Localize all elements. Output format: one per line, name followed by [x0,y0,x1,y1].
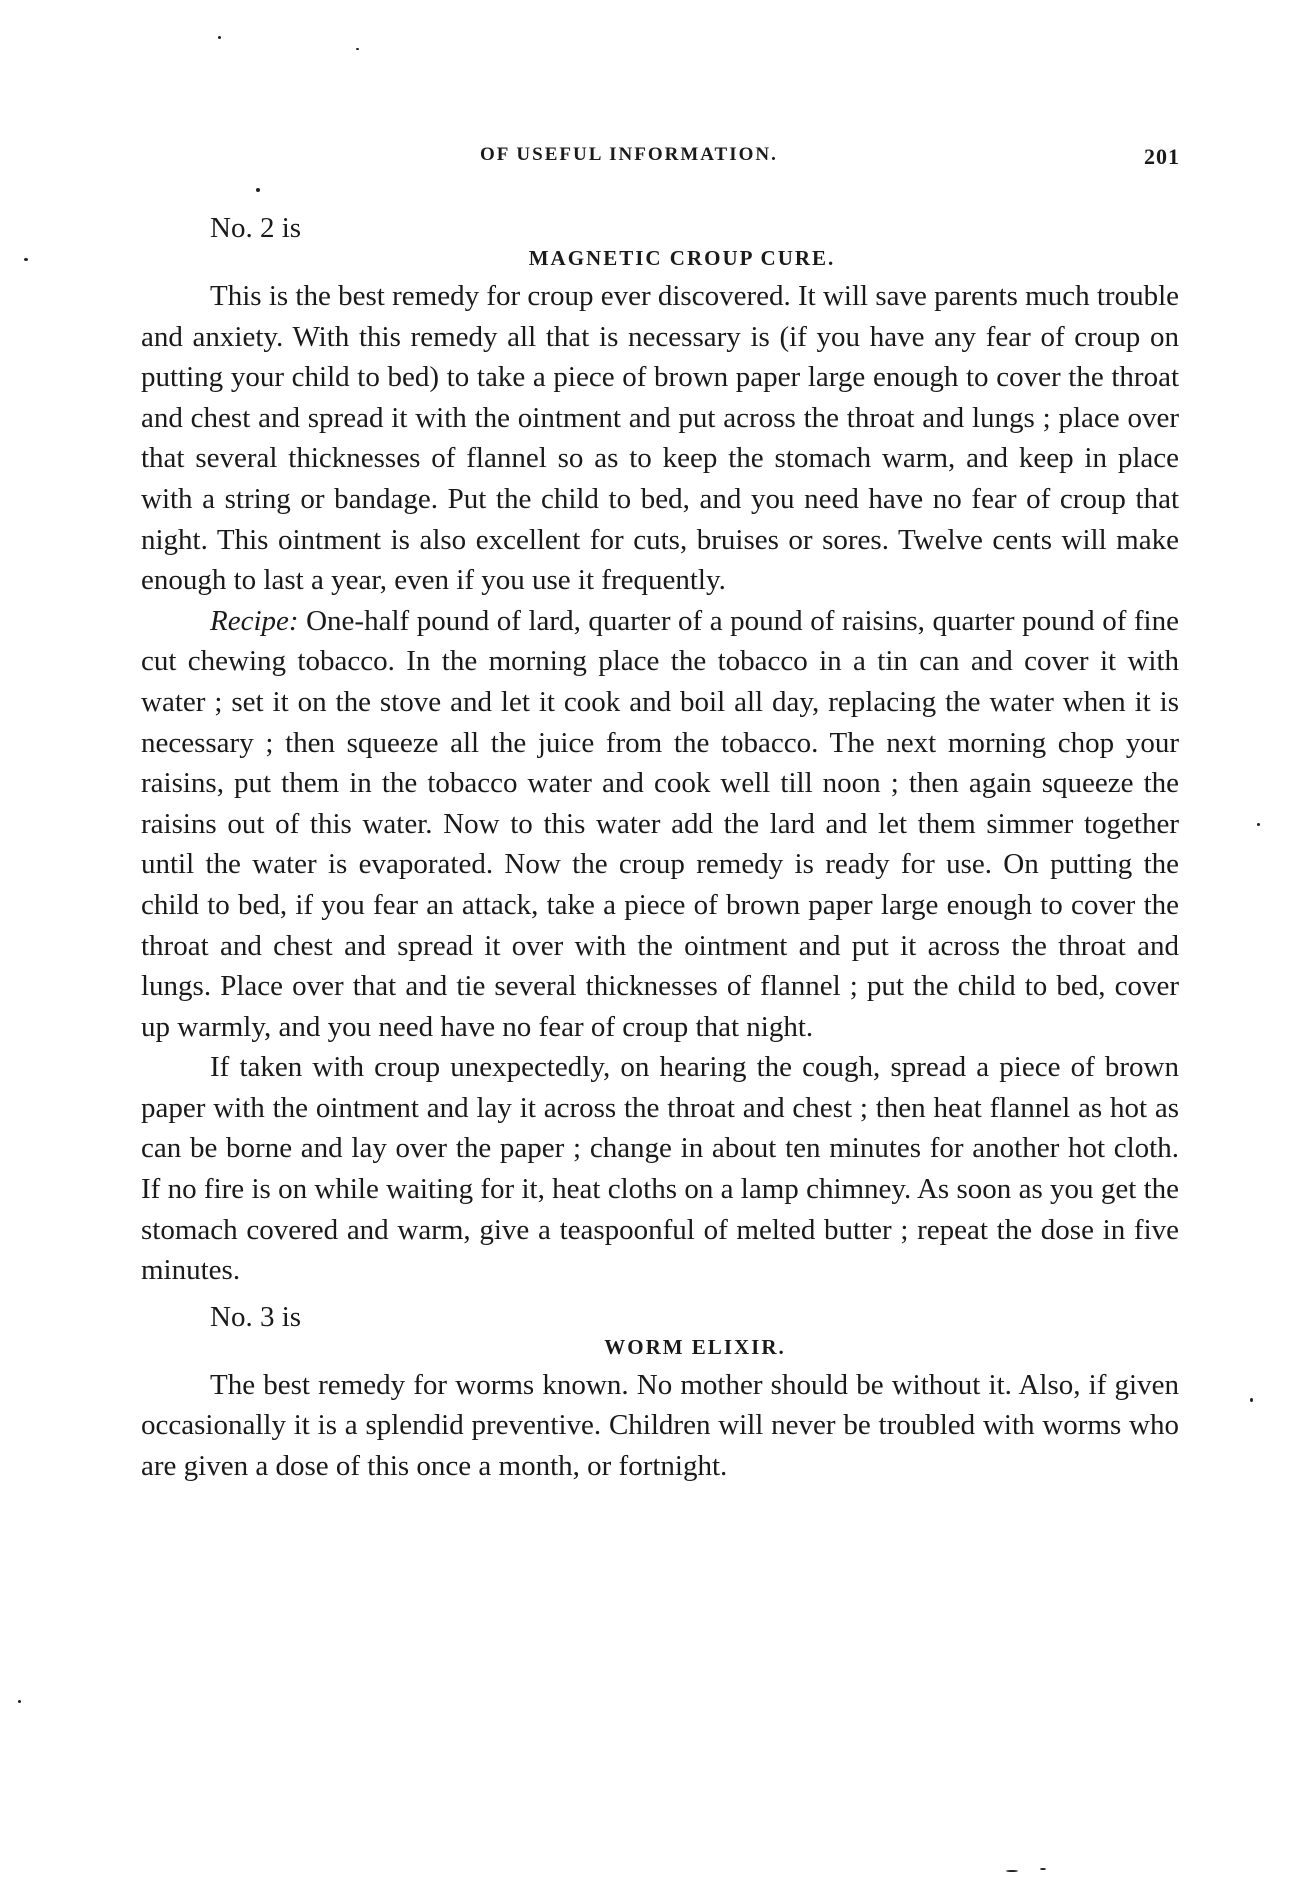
scan-speck [1006,1870,1018,1872]
section-2-recipe-paragraph [141,601,1179,1048]
scan-speck [1257,823,1260,826]
section-3-title: WORM ELIXIR. [604,1334,786,1359]
section-2-paragraph-3: If taken with croup unexpectedly, on hearing the cough, spread a piece of brown paper with the ointment and lay it across the throat and chest ; then heat flannel as hot as can be borne and lay over the paper ; change in about ten minutes for another hot cloth. If no fire is on while waiting for it, heat cloths on a lamp chimney. As soon as you get the stomach covered and warm, give a teaspoonful of melted butter ; repeat the dose in five minutes. [141,1051,1179,1287]
scan-speck [356,48,359,50]
recipe-text: One-half pound of lard, quarter of a pound of raisins, quarter pound of fine cut chewing tobacco. In the morning place the tobacco in a tin can and cover it with water ; set it on the stove and let it cook and boil all day, replacing the water when it is necessary ; then squeeze all the juice from the tobacco. The next morning chop your raisins, put them in the tobacco water and cook well till noon ; then again squeeze the raisins out of this water. Now to this water add the lard and let them simmer together until the water is evaporated. Now the croup remedy is ready for use. On putting the child to bed, if you fear an attack, take a piece of brown paper large enough to cover the throat and chest and spread it over with the ointment and put it across the throat and lungs. Place over that and tie several thicknesses of flannel ; put the child to bed, cover up warmly, and you need have no fear of croup that night. [141,604,1179,1043]
scan-speck [24,258,28,261]
section-2-paragraph-1: This is the best remedy for croup ever discovered. It will save parents much trouble and anxiety. With this remedy all that is necessary is (if you have any fear of croup on putting your child to bed) to take a piece of brown paper large enough to cover the throat and chest and spread it with the ointment and put across the throat and lungs ; place over that several thicknesses of flannel so as to keep the stomach warm, and keep in place with a string or bandage. Put the child to bed, and you need have no fear of croup that night. This ointment is also excellent for cuts, bruises or sores. Twelve cents will make enough to last a year, even if you use it frequently. [141,280,1179,597]
section-2-title: MAGNETIC CROUP CURE. [528,246,836,270]
scan-speck [18,1700,21,1703]
section-2-number-line: No. 2 is [210,212,302,244]
page-number: 201 [1144,144,1180,169]
body-text [141,208,1179,1487]
running-head-title: OF USEFUL INFORMATION. [480,144,778,165]
recipe-label: Recipe: [210,604,299,637]
scan-speck [1250,1398,1253,1402]
scan-speck [218,36,221,39]
section-3-paragraph-1: The best remedy for worms known. No mother should be without it. Also, if given occasionally it is a splendid preventive. Children will never be troubled with worms who are given a dose of this once a month, or fortnight. [141,1368,1179,1483]
running-head [140,144,1180,174]
scan-speck [1040,1868,1046,1870]
section-3-number-line: No. 3 is [210,1300,302,1333]
scan-speck [256,188,260,192]
